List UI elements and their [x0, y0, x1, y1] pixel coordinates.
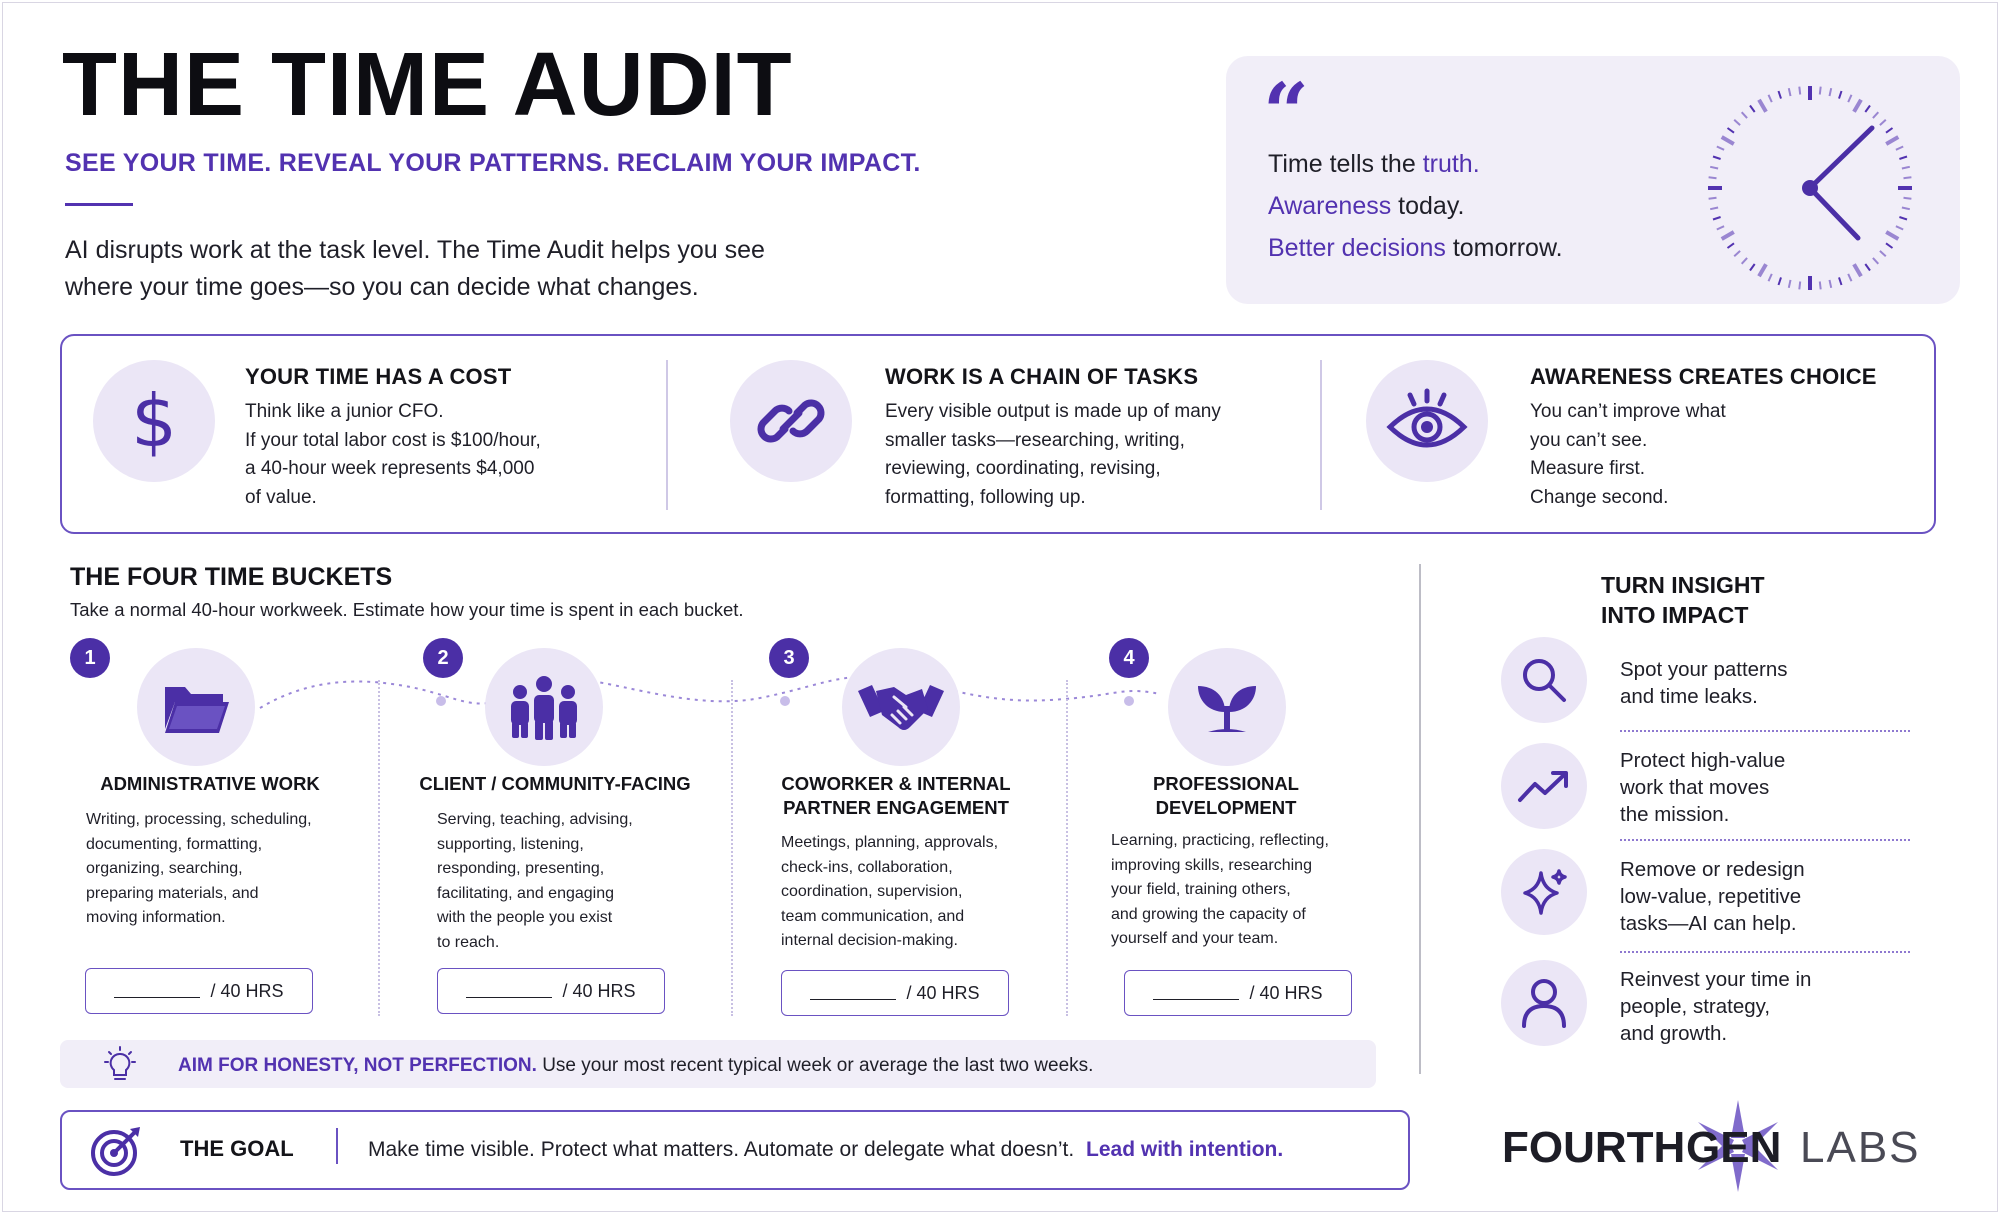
quote-line-1 — [1268, 150, 1480, 179]
bucket-number: 2 — [423, 638, 463, 678]
clock-tick — [1902, 167, 1910, 169]
clock-tick — [1854, 264, 1861, 276]
impact-line: people, strategy, — [1620, 995, 1771, 1018]
clock-tick — [1728, 128, 1735, 133]
principle-line: you can’t see. — [1530, 429, 1648, 451]
impact-line: Reinvest your time in — [1620, 968, 1812, 991]
principle-line: of value. — [245, 486, 317, 508]
intro-line: where your time goes—so you can decide what changes. — [65, 273, 699, 301]
clock-tick — [1865, 264, 1870, 271]
impact-line: Protect high-value — [1620, 749, 1786, 772]
impact-line: low-value, repetitive — [1620, 885, 1802, 908]
bucket-line: Serving, teaching, advising, — [437, 811, 633, 828]
principle-divider — [1320, 360, 1322, 510]
hours-input[interactable] — [85, 968, 313, 1014]
clock-tick — [1902, 208, 1910, 210]
bucket-title — [766, 772, 1026, 820]
tagline: SEE YOUR TIME. REVEAL YOUR PATTERNS. RECLAIM YOUR IMPACT. — [65, 149, 921, 177]
impact-title — [1601, 570, 1765, 630]
bucket-line: with the people you exist — [437, 909, 613, 926]
impact-line: work that moves — [1620, 776, 1770, 799]
clock-tick — [1734, 251, 1740, 256]
principle-line: formatting, following up. — [885, 486, 1086, 508]
bucket-line: facilitating, and engaging — [437, 884, 615, 902]
clock-tick — [1839, 91, 1842, 99]
clock-tick — [1886, 128, 1893, 133]
principle-title: WORK IS A CHAIN OF TASKS — [885, 364, 1199, 389]
clock-tick — [1873, 258, 1878, 264]
goal-body: Make time visible. Protect what matters. Automate or delegate what doesn’t. — [368, 1138, 1075, 1161]
clock-tick — [1734, 120, 1740, 125]
clock-tick — [1769, 274, 1772, 281]
principle-line: smaller tasks—researching, writing, — [885, 429, 1185, 451]
bucket-line: and growing the capacity of — [1111, 905, 1306, 923]
clock-tick — [1722, 232, 1734, 239]
principle-line: You can’t improve what — [1530, 401, 1726, 422]
impact-divider — [1620, 839, 1910, 841]
bucket-line: Writing, processing, scheduling, — [86, 811, 312, 828]
principle-title: YOUR TIME HAS A COST — [245, 364, 512, 389]
clock-tick — [1848, 274, 1851, 281]
impact-item-text — [1620, 966, 1811, 1047]
honesty-lead: AIM FOR HONESTY, NOT PERFECTION. — [178, 1055, 537, 1076]
principle-line: a 40-hour week represents $4,000 — [245, 458, 535, 479]
clock-tick — [1904, 198, 1912, 199]
clock-tick — [1789, 280, 1791, 288]
goal-text — [368, 1138, 1283, 1162]
people-icon — [485, 648, 603, 766]
clock-tick — [1759, 100, 1766, 112]
impact-line: and time leaks. — [1620, 685, 1758, 708]
hours-blank[interactable] — [810, 986, 896, 1000]
principle-line: Think like a junior CFO. — [245, 401, 444, 422]
bucket-description — [781, 831, 998, 954]
bucket-title-line: DEVELOPMENT — [1155, 797, 1297, 818]
bucket-line: documenting, formatting, — [86, 835, 263, 853]
svg-text:FOURTH: FOURTH — [1502, 1123, 1686, 1172]
bucket-line: your field, training others, — [1111, 881, 1291, 898]
bucket-line: supporting, listening, — [437, 835, 584, 853]
impact-item-text — [1620, 656, 1788, 710]
bucket-line: Meetings, planning, approvals, — [781, 834, 999, 851]
bucket-description — [437, 808, 633, 955]
clock-tick — [1880, 251, 1886, 256]
handshake-icon — [842, 648, 960, 766]
bucket-line: Learning, practicing, reflecting, — [1111, 832, 1329, 849]
bucket-divider — [378, 680, 380, 1016]
bucket-number: 3 — [769, 638, 809, 678]
hours-blank[interactable] — [1153, 986, 1239, 1000]
clock-tick — [1779, 277, 1782, 285]
clock-tick — [1759, 264, 1766, 276]
hours-input[interactable] — [781, 970, 1009, 1016]
hours-suffix: / 40 HRS — [562, 980, 636, 1001]
clock-tick — [1839, 277, 1842, 285]
hours-input[interactable] — [437, 968, 665, 1014]
impact-line: tasks—AI can help. — [1620, 912, 1797, 935]
impact-divider — [1620, 730, 1910, 732]
intro-line: AI disrupts work at the task level. The Time Audit helps you see — [65, 236, 765, 264]
bucket-line: coordination, supervision, — [781, 883, 963, 900]
lightbulb-icon — [100, 1046, 140, 1084]
hours-suffix: / 40 HRS — [210, 980, 284, 1001]
person-icon — [1501, 960, 1587, 1046]
clock-tick — [1799, 282, 1800, 290]
clock-tick — [1896, 226, 1903, 229]
buckets-title: THE FOUR TIME BUCKETS — [70, 563, 393, 591]
clock-tick — [1779, 91, 1782, 99]
impact-line: the mission. — [1620, 803, 1730, 826]
clock-tick — [1717, 147, 1724, 150]
quote-highlight: Awareness — [1268, 192, 1392, 220]
clock-tick — [1713, 217, 1721, 220]
principle-line: If your total labor cost is $100/hour, — [245, 429, 541, 451]
bucket-line: organizing, searching, — [86, 860, 243, 877]
honesty-text — [178, 1055, 1093, 1077]
clock-tick — [1750, 264, 1755, 271]
bucket-description — [1111, 829, 1329, 952]
goal-divider — [336, 1128, 338, 1164]
hours-suffix: / 40 HRS — [906, 982, 980, 1003]
clock-tick — [1904, 177, 1912, 178]
goal-emphasis: Lead with intention. — [1086, 1138, 1284, 1161]
bucket-number: 4 — [1109, 638, 1149, 678]
clock-tick — [1713, 157, 1721, 160]
bucket-title — [400, 772, 710, 796]
bucket-title — [70, 772, 350, 796]
clock-tick — [1710, 208, 1718, 210]
impact-item-text — [1620, 747, 1785, 828]
bucket-line: responding, presenting, — [437, 860, 605, 877]
hours-suffix: / 40 HRS — [1249, 982, 1323, 1003]
bucket-line: improving skills, researching — [1111, 856, 1312, 874]
bucket-line: moving information. — [86, 909, 226, 926]
principle-divider — [666, 360, 668, 510]
principle-line: reviewing, coordinating, revising, — [885, 458, 1161, 479]
clock-tick — [1799, 87, 1800, 95]
svg-text:LABS: LABS — [1800, 1123, 1921, 1172]
clock-tick — [1899, 217, 1907, 220]
search-icon — [1501, 637, 1587, 723]
impact-line: Remove or redesign — [1620, 858, 1805, 881]
clock-tick — [1820, 87, 1821, 95]
clock-tick — [1820, 282, 1821, 290]
clock-tick — [1886, 243, 1893, 248]
clock-tick — [1709, 198, 1717, 199]
bucket-line: yourself and your team. — [1111, 930, 1279, 947]
page-title: THE TIME AUDIT — [62, 35, 793, 135]
clock-tick — [1709, 177, 1717, 178]
clock-tick — [1896, 147, 1903, 150]
bucket-title-line: CLIENT / COMMUNITY-FACING — [419, 773, 691, 794]
bucket-number: 1 — [70, 638, 110, 678]
hours-blank[interactable] — [114, 984, 200, 998]
clock-tick — [1769, 95, 1772, 102]
quote-line-3 — [1268, 234, 1563, 263]
bucket-connector — [240, 664, 1220, 724]
principle-line: Every visible output is made up of many — [885, 401, 1221, 422]
svg-text:GEN: GEN — [1686, 1123, 1782, 1172]
clock-tick — [1830, 88, 1832, 96]
sprout-icon — [1168, 648, 1286, 766]
clock-tick — [1865, 106, 1870, 113]
clock-tick — [1717, 226, 1724, 229]
quote-line-2 — [1268, 192, 1464, 221]
impact-divider — [1620, 951, 1910, 953]
clock-icon — [1680, 78, 1940, 302]
quote-icon: “ — [1263, 65, 1310, 159]
fourth-gen-labs-logo — [1498, 1098, 1948, 1198]
trend-up-icon — [1501, 743, 1587, 829]
buckets-subtitle: Take a normal 40-hour workweek. Estimate how your time is spent in each bucket. — [70, 599, 744, 620]
bucket-title-line: COWORKER & INTERNAL — [781, 773, 1011, 794]
dollar-icon: $ — [93, 360, 215, 482]
principle-text — [1530, 398, 1726, 512]
clock-tick — [1728, 243, 1735, 248]
bucket-divider — [1066, 680, 1068, 1016]
clock-tick — [1742, 112, 1747, 118]
clock-tick — [1742, 258, 1747, 264]
eye-icon — [1366, 360, 1488, 482]
intro-text — [65, 232, 865, 306]
bucket-line: preparing materials, and — [86, 884, 259, 902]
principle-line: Measure first. — [1530, 458, 1646, 479]
impact-line: and growth. — [1620, 1022, 1728, 1045]
folder-icon — [137, 648, 255, 766]
link-icon — [730, 360, 852, 482]
bucket-title — [1096, 772, 1356, 820]
target-icon — [88, 1125, 144, 1177]
clock-tick — [1873, 112, 1878, 118]
clock-tick — [1789, 88, 1791, 96]
quote-text: Time tells the — [1268, 150, 1423, 178]
impact-title-line: INTO IMPACT — [1601, 602, 1749, 628]
quote-text: today. — [1391, 192, 1465, 220]
hours-input[interactable] — [1124, 970, 1352, 1016]
clock-tick — [1886, 137, 1898, 144]
bucket-title-line: PARTNER ENGAGEMENT — [783, 797, 1009, 818]
principle-text — [885, 398, 1221, 512]
bucket-line: to reach. — [437, 933, 500, 951]
clock-tick — [1722, 137, 1734, 144]
impact-title-line: TURN INSIGHT — [1601, 572, 1765, 598]
bucket-description — [86, 808, 312, 931]
bucket-title-line: ADMINISTRATIVE WORK — [100, 773, 320, 794]
principle-line: Change second. — [1530, 486, 1669, 508]
column-divider — [1419, 564, 1421, 1074]
clock-tick — [1854, 100, 1861, 112]
principle-title: AWARENESS CREATES CHOICE — [1530, 364, 1877, 389]
honesty-body: Use your most recent typical week or average the last two weeks. — [542, 1055, 1094, 1076]
tagline-divider — [65, 203, 133, 206]
clock-tick — [1899, 157, 1907, 160]
clock-tick — [1830, 280, 1832, 288]
bucket-line: team communication, and — [781, 907, 965, 925]
bucket-divider — [731, 680, 733, 1016]
quote-highlight: Better decisions — [1268, 234, 1446, 262]
clock-tick — [1886, 232, 1898, 239]
bucket-line: check-ins, collaboration, — [781, 858, 953, 876]
hours-blank[interactable] — [466, 984, 552, 998]
bucket-line: internal decision-making. — [781, 932, 958, 949]
quote-text: tomorrow. — [1445, 234, 1563, 262]
quote-highlight: truth. — [1422, 150, 1480, 178]
bucket-title-line: PROFESSIONAL — [1153, 773, 1299, 794]
clock-tick — [1750, 106, 1755, 113]
impact-item-text — [1620, 856, 1805, 937]
clock-tick — [1848, 95, 1851, 102]
impact-line: Spot your patterns — [1620, 658, 1788, 681]
principle-text — [245, 398, 541, 512]
sparkle-icon — [1501, 849, 1587, 935]
clock-tick — [1880, 120, 1886, 125]
goal-label: THE GOAL — [180, 1136, 294, 1161]
clock-tick — [1710, 167, 1718, 169]
